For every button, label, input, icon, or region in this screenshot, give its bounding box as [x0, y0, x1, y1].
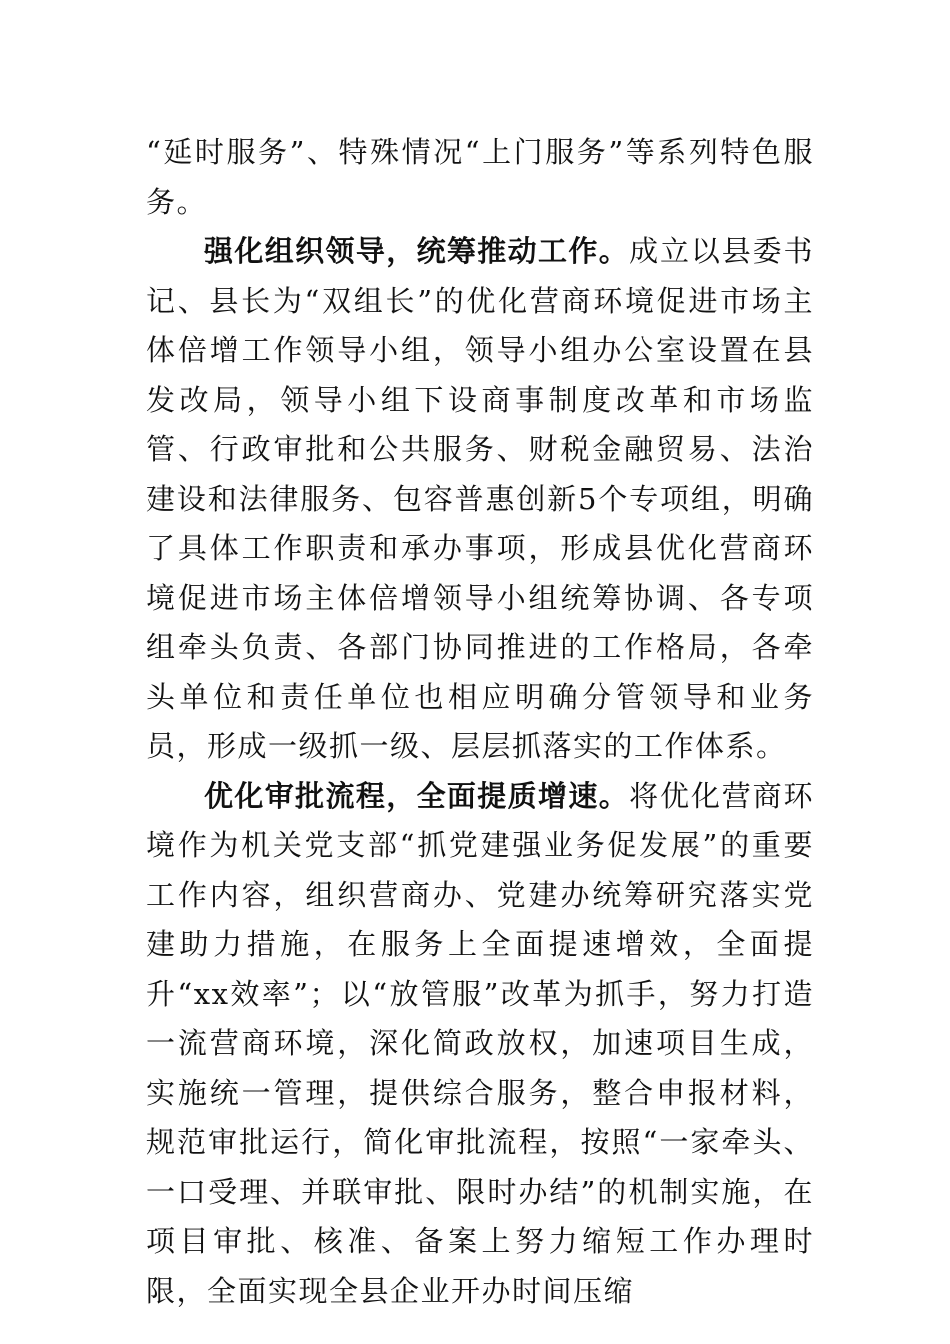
paragraph-continuation [146, 128, 814, 227]
paragraph-text: “延时服务”、特殊情况“上门服务”等系列特色服务。 [146, 135, 814, 219]
paragraph-heading: 强化组织领导，统筹推动工作。 [204, 234, 630, 268]
paragraph-approval-process [146, 772, 814, 1317]
paragraph-organization-leadership [146, 227, 814, 772]
paragraph-text: 将优化营商环境作为机关党支部“抓党建强业务促发展”的重要工作内容，组织营商办、党建办统筹研究落实党建助力措施，在服务上全面提速增效，全面提升“xx效率”；以“放管服”改革为抓手，努力打造一流营商环境，深化简政放权，加速项目生成，实施统一管理，提供综合服务，整合申报材料，规范审批运行，简化审批流程，按照“一家牵头、一口受理、并联审批、限时办结”的机制实施，在项目审批、核准、备案上努力缩短工作办理时限，全面实现全县企业开办时间压缩 [146, 778, 814, 1308]
paragraph-text: 成立以县委书记、县长为“双组长”的优化营商环境促进市场主体倍增工作领导小组，领导小组办公室设置在县发改局，领导小组下设商事制度改革和市场监管、行政审批和公共服务、财税金融贸易、法治建设和法律服务、包容普惠创新5个专项组，明确了具体工作职责和承办事项，形成县优化营商环境促进市场主体倍增领导小组统筹协调、各专项组牵头负责、各部门协同推进的工作格局，各牵头单位和责任单位也相应明确分管领导和业务员，形成一级抓一级、层层抓落实的工作体系。 [146, 234, 814, 763]
document-body [146, 128, 814, 1316]
paragraph-heading: 优化审批流程，全面提质增速。 [204, 778, 630, 813]
